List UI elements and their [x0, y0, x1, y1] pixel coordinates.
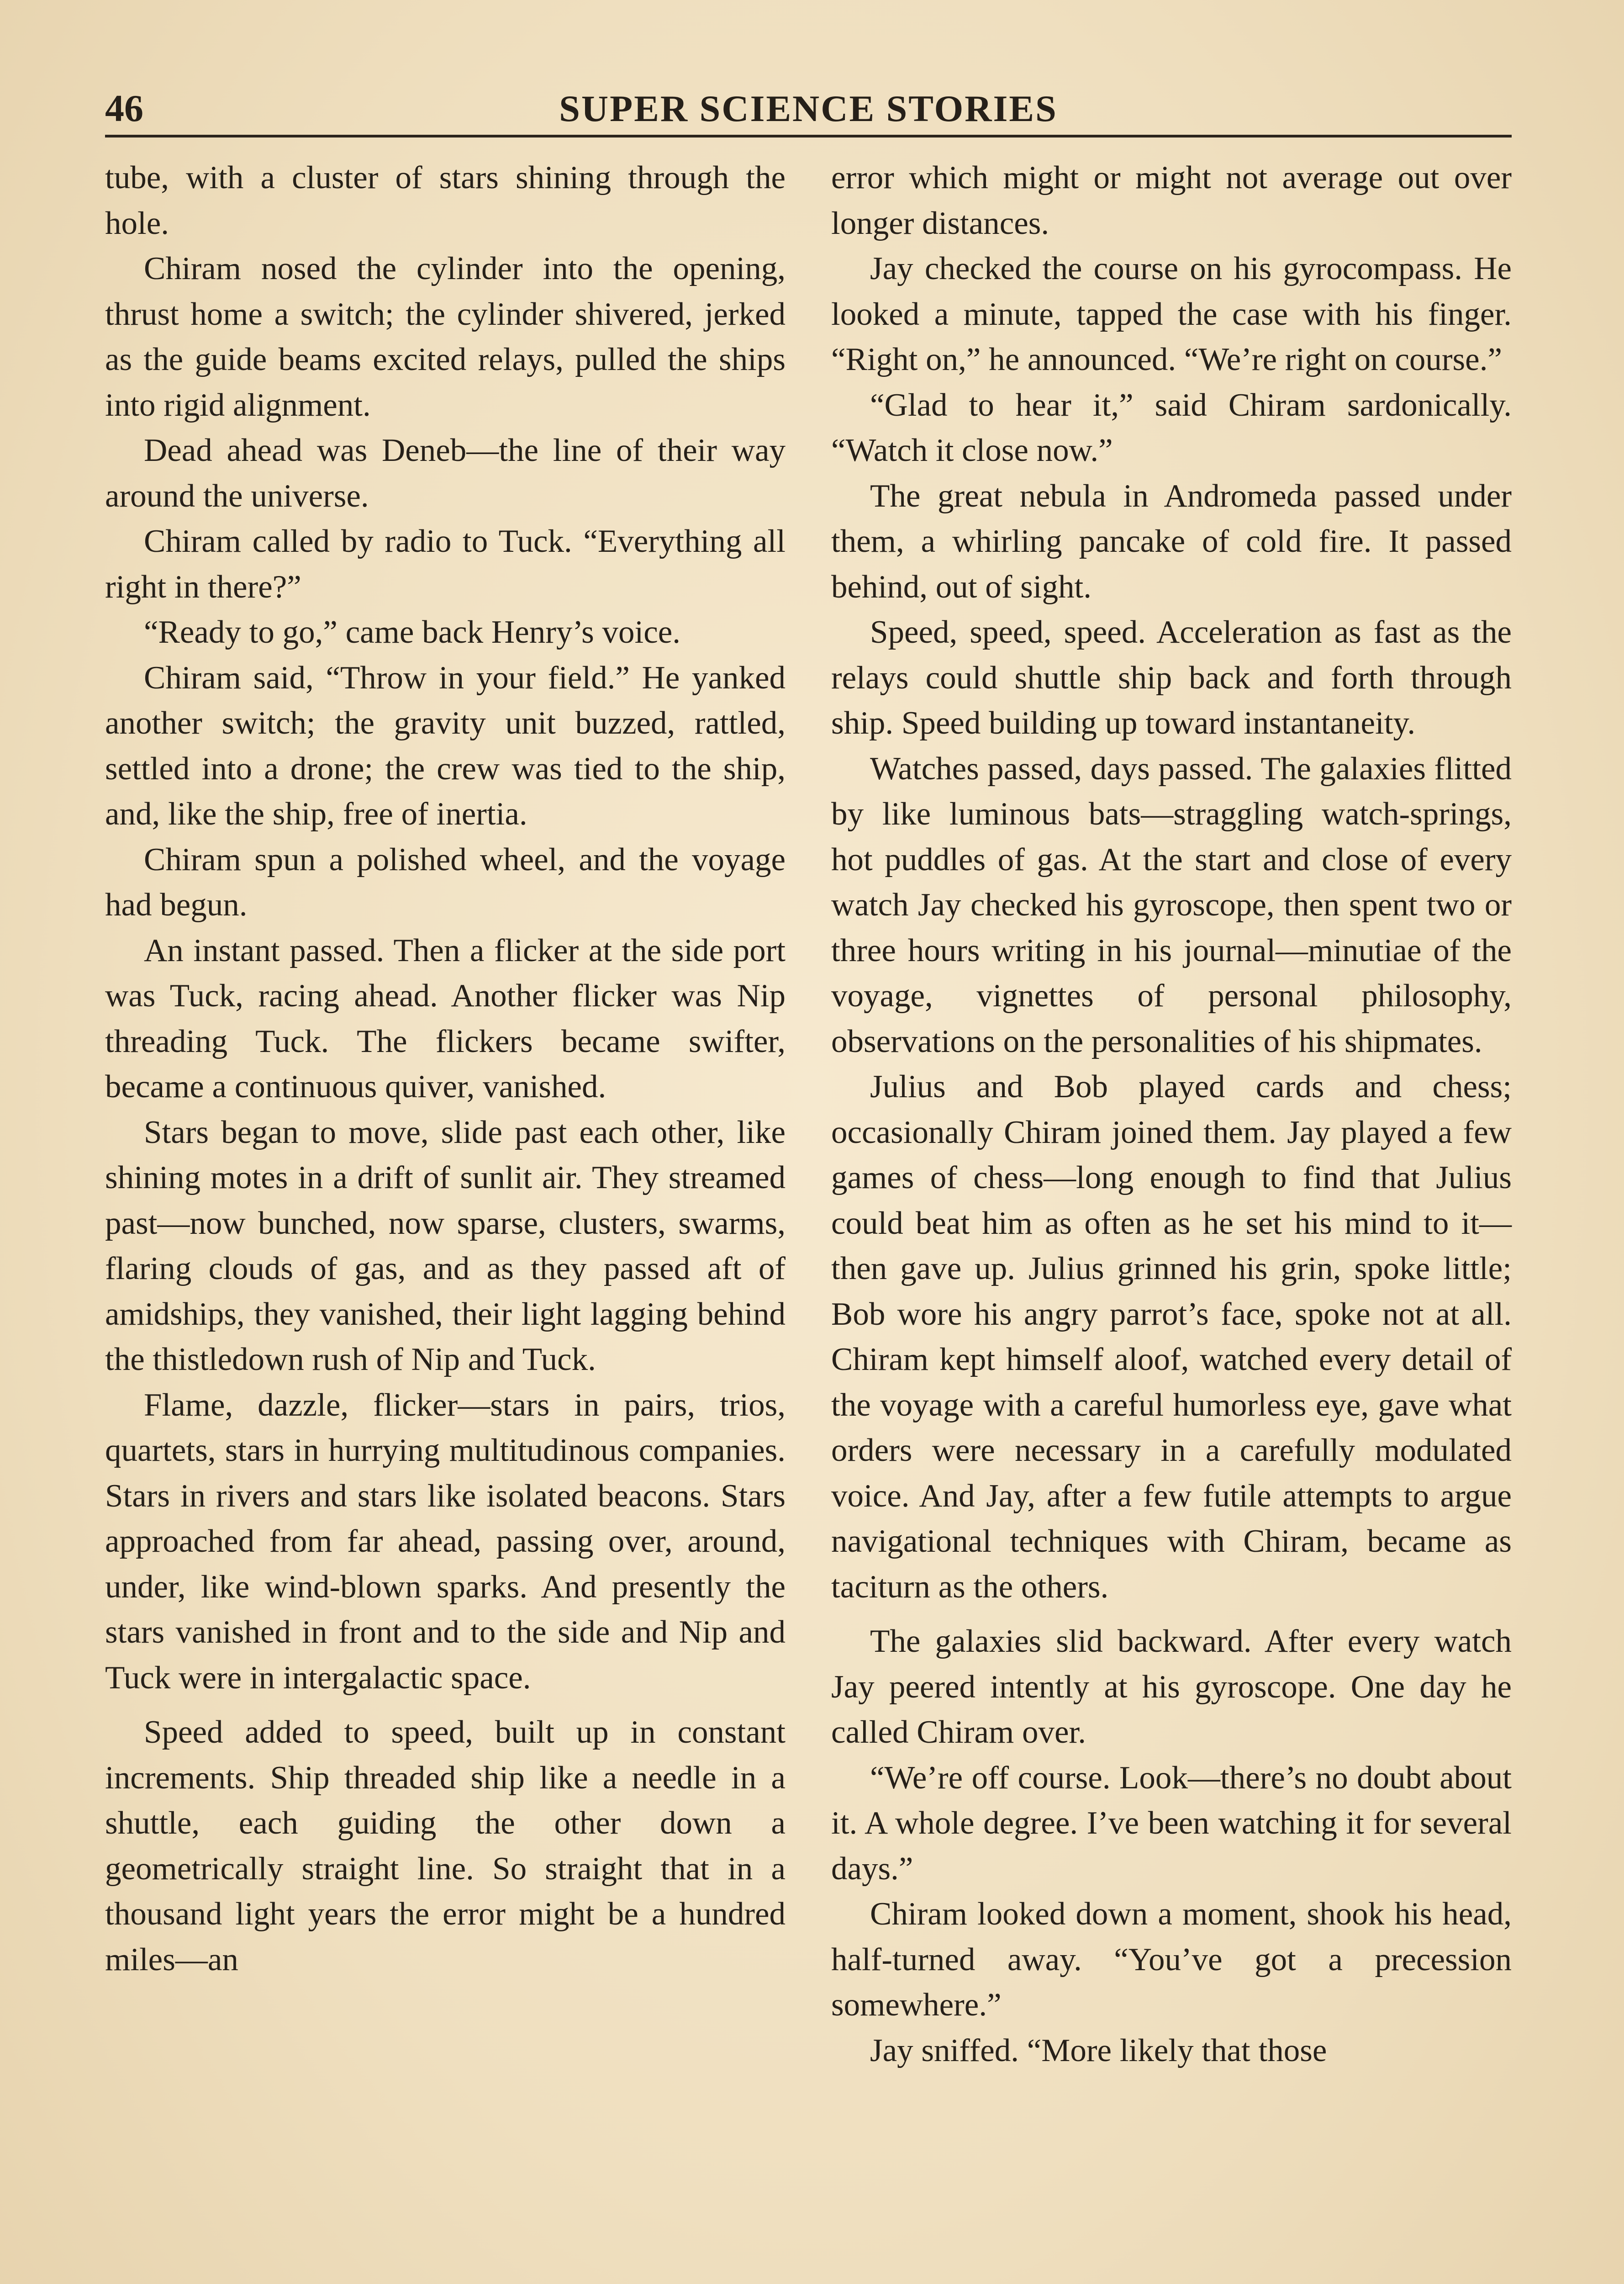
- paragraph: Speed added to speed, built up in constant increments. Ship threaded ship like a needle in a shuttle, each guiding the other down a geometrically straight line. So straight that in a thousand light years the error might be a hundred miles—an: [105, 1714, 786, 1977]
- paragraph: An instant passed. Then a flicker at the side port was Tuck, racing ahead. Another flicker was Nip threading Tuck. The flickers became swifter, became a continuous quiver, vanished.: [105, 932, 786, 1105]
- right-column: [831, 155, 1512, 2073]
- paragraph: Jay sniffed. “More likely that those: [870, 2032, 1327, 2068]
- paragraph: Chiram said, “Throw in your field.” He yanked another switch; the gravity unit buzzed, rattled, settled into a drone; the crew was tied to the ship, and, like the ship, free of inertia.: [105, 660, 786, 832]
- page-header: [105, 82, 1512, 137]
- paragraph: Julius and Bob played cards and chess; occasionally Chiram joined them. Jay played a few games of chess—long enough to find that Julius could beat him as often as he set his mind to it—then gave up. Julius grinned his grin, spoke little; Bob wore his angry parrot’s face, spoke not at all. Chiram kept himself aloof, watched every detail of the voyage with a careful humorless eye, gave what orders were necessary in a carefully modulated voice. And Jay, after a few futile attempts to argue navigational techniques with Chiram, became as taciturn as the others.: [831, 1069, 1512, 1605]
- paragraph: “We’re off course. Look—there’s no doubt about it. A whole degree. I’ve been watching it for several days.”: [831, 1760, 1512, 1887]
- paragraph: error which might or might not average out over longer distances.: [831, 160, 1512, 241]
- paragraph: Chiram spun a polished wheel, and the voyage had begun.: [105, 841, 786, 923]
- paragraph: Chiram looked down a moment, shook his head, half-turned away. “You’ve got a precession somewhere.”: [831, 1896, 1512, 2023]
- paragraph: Dead ahead was Deneb—the line of their way around the universe.: [105, 433, 786, 514]
- paragraph: The galaxies slid backward. After every watch Jay peered intently at his gyroscope. One day he called Chiram over.: [831, 1623, 1512, 1750]
- paragraph: Stars began to move, slide past each other, like shining motes in a drift of sunlit air. They streamed past—now bunched, now sparse, clusters, swarms, flaring clouds of gas, and as they passed aft of amidships, they vanished, their light lagging behind the thistledown rush of Nip and Tuck.: [105, 1114, 786, 1377]
- paragraph: Chiram nosed the cylinder into the opening, thrust home a switch; the cylinder shivered, jerked as the guide beams excited relays, pulled the ships into rigid alignment.: [105, 251, 786, 423]
- paragraph: Chiram called by radio to Tuck. “Everything all right in there?”: [105, 523, 786, 605]
- page-number: 46: [105, 87, 143, 130]
- running-head-title: SUPER SCIENCE STORIES: [559, 88, 1058, 129]
- paragraph: “Glad to hear it,” said Chiram sardonically. “Watch it close now.”: [831, 387, 1512, 468]
- paragraph: Speed, speed, speed. Acceleration as fast as the relays could shuttle ship back and forth through ship. Speed building up toward instantaneity.: [831, 614, 1512, 741]
- paragraph: Watches passed, days passed. The galaxies flitted by like luminous bats—straggling watch-springs, hot puddles of gas. At the start and close of every watch Jay checked his gyroscope, then spent two or three hours writing in his journal—minutiae of the voyage, vignettes of personal philosophy, observations on the personalities of his shipmates.: [831, 751, 1512, 1059]
- paragraph: “Ready to go,” came back Henry’s voice.: [144, 614, 680, 650]
- paragraph: Flame, dazzle, flicker—stars in pairs, trios, quartets, stars in hurrying multitudinous companies. Stars in rivers and stars like isolated beacons. Stars approached from far ahead, passing over, around, under, like wind-blown sparks. And presently the stars vanished in front and to the side and Nip and Tuck were in intergalactic space.: [105, 1387, 786, 1696]
- paragraph: Jay checked the course on his gyrocompass. He looked a minute, tapped the case with his finger. “Right on,” he announced. “We’re right on course.”: [831, 251, 1512, 377]
- paragraph: The great nebula in Andromeda passed under them, a whirling pancake of cold fire. It passed behind, out of sight.: [831, 478, 1512, 605]
- paragraph: tube, with a cluster of stars shining through the hole.: [105, 160, 786, 241]
- left-column: [105, 155, 786, 1983]
